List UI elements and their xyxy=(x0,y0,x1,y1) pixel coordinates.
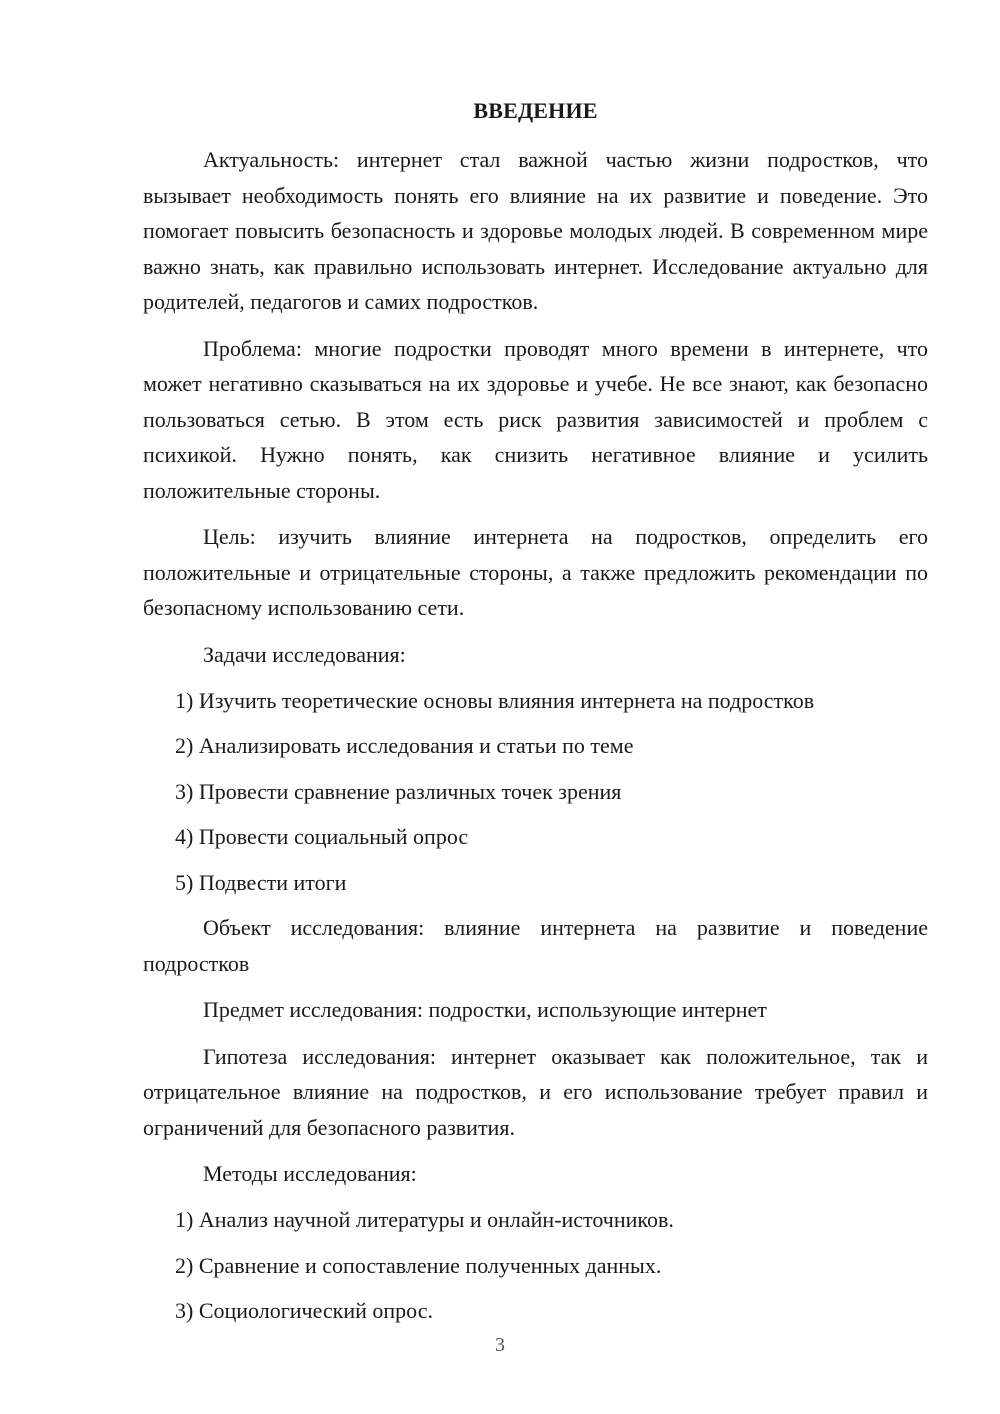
methods-label: Методы исследования: xyxy=(203,1161,417,1186)
problem-paragraph: Проблема: многие подростки проводят много времени в интернете, что может негативно сказываться на их здоровье и учебе. Не все знают, как безопасно пользоваться сетью. В этом есть риск развития зависимостей и проблем с психикой. Нужно понять, как снизить негативное влияние и усилить положительные стороны. xyxy=(143,335,928,503)
task-item-4: 4) Провести социальный опрос xyxy=(175,824,469,849)
object-paragraph: Объект исследования: влияние интернета на развитие и поведение подростков xyxy=(143,915,928,976)
hypothesis-paragraph: Гипотеза исследования: интернет оказывает как положительное, так и отрицательное влияние на подростков, и его использование требует правил и ограничений для безопасного развития. xyxy=(143,1043,928,1140)
method-item-2: 2) Сравнение и сопоставление полученных данных. xyxy=(175,1252,662,1278)
task-item-5: 5) Подвести итоги xyxy=(175,869,347,895)
goal-paragraph: Цель: изучить влияние интернета на подростков, определить его положительные и отрицательные стороны, а также предложить рекомендации по безопасному использованию сети. xyxy=(143,524,928,620)
document-page xyxy=(143,96,928,1339)
subject-paragraph: Предмет исследования: подростки, использующие интернет xyxy=(203,997,767,1022)
section-heading: ВВЕДЕНИЕ xyxy=(473,98,598,123)
task-item-3: 3) Провести сравнение различных точек зрения xyxy=(175,778,622,804)
task-item-2: 2) Анализировать исследования и статьи по теме xyxy=(175,733,634,758)
method-item-1: 1) Анализ научной литературы и онлайн-источников. xyxy=(175,1207,674,1232)
task-item-1: 1) Изучить теоретические основы влияния интернета на подростков xyxy=(175,687,815,713)
method-item-3: 3) Социологический опрос. xyxy=(175,1298,433,1323)
tasks-label: Задачи исследования: xyxy=(203,641,406,667)
relevance-paragraph: Актуальность: интернет стал важной частью жизни подростков, что вызывает необходимость понять его влияние на их развитие и поведение. Это помогает повысить безопасность и здоровье молодых людей. В современном мире важно знать, как правильно использовать интернет. Исследование актуально для родителей, педагогов и самих подростков. xyxy=(143,147,928,314)
page-number: 3 xyxy=(495,1334,505,1356)
